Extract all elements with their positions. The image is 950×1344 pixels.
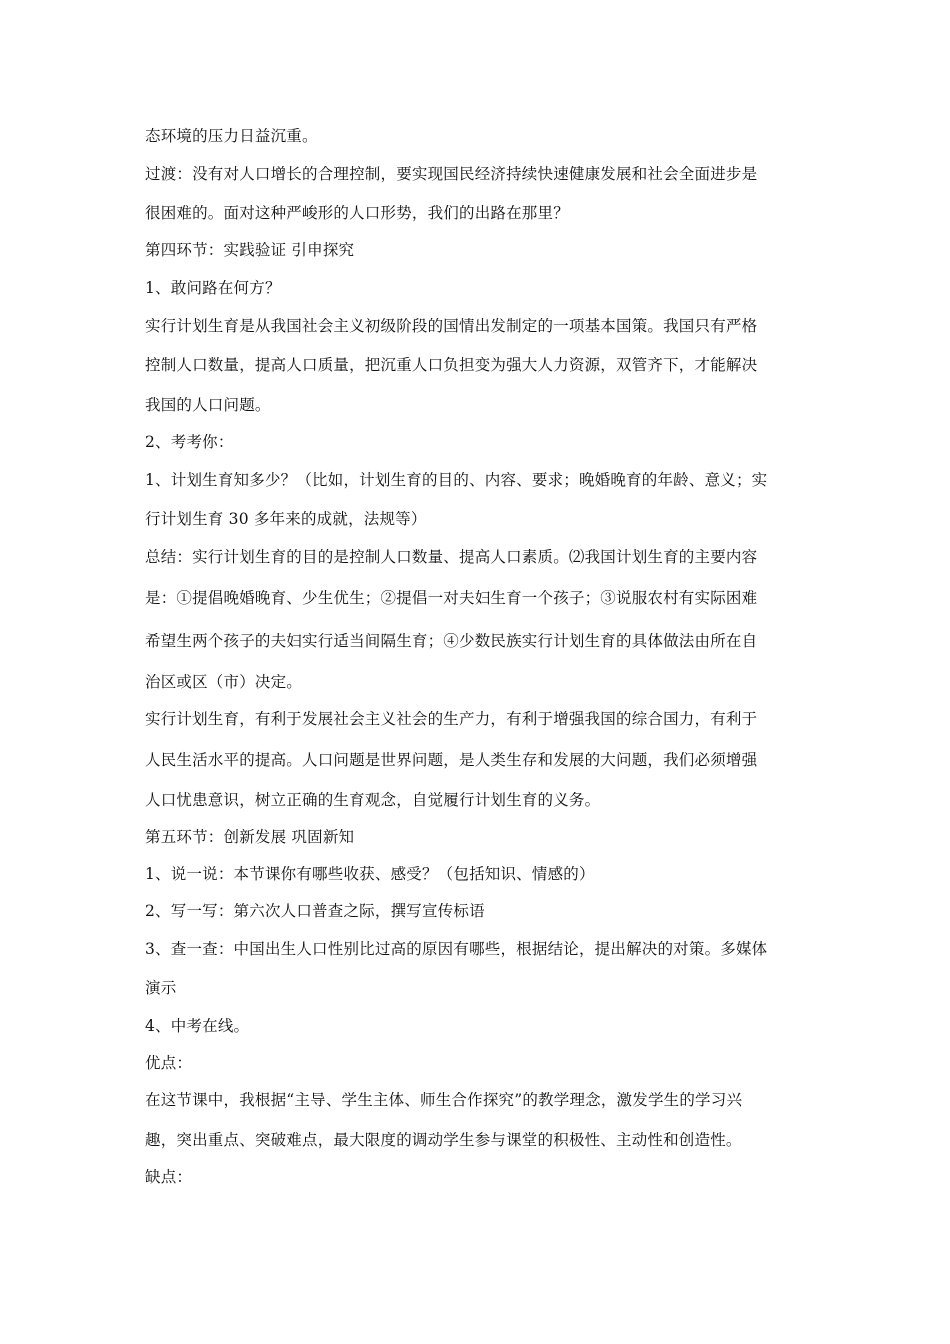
text-line: 很困难的。面对这种严峻形的人口形势，我们的出路在那里？ (145, 204, 569, 222)
text-line: 我国的人口问题。 (145, 396, 271, 414)
text-line: 控制人口数量，提高人口质量，把沉重人口负担变为强大人力资源，双管齐下，才能解决 (145, 356, 758, 374)
text-line: 总结：实行计划生育的目的是控制人口数量、提高人口素质。⑵我国计划生育的主要内容 (145, 548, 758, 566)
text-line: 1、说一说：本节课你有哪些收获、感受？（包括知识、情感的） (145, 865, 595, 883)
text-line: 1、计划生育知多少？（比如，计划生育的目的、内容、要求；晚婚晚育的年龄、意义；实 (145, 471, 768, 489)
text-line: 1、敢问路在何方？ (145, 279, 281, 297)
text-line: 过渡：没有对人口增长的合理控制，要实现国民经济持续快速健康发展和社会全面进步是 (145, 165, 758, 183)
section-heading: 第四环节：实践验证 引申探究 (145, 241, 355, 259)
text-line: 2、写一写：第六次人口普查之际，撰写宣传标语 (145, 902, 485, 920)
text-line: 趣，突出重点、突破难点，最大限度的调动学生参与课堂的积极性、主动性和创造性。 (145, 1131, 742, 1149)
text-line: 2、考考你： (145, 433, 234, 451)
text-line: 行计划生育 30 多年来的成就，法规等） (145, 510, 427, 528)
text-line: 希望生两个孩子的夫妇实行适当间隔生育；④少数民族实行计划生育的具体做法由所在自 (145, 632, 758, 650)
text-line: 优点： (145, 1054, 193, 1072)
text-line: 3、查一查：中国出生人口性别比过高的原因有哪些，根据结论，提出解决的对策。多媒体 (145, 940, 768, 958)
text-line: 是：①提倡晚婚晚育、少生优生；②提倡一对夫妇生育一个孩子；③说服农村有实际困难 (145, 589, 758, 607)
text-line: 缺点： (145, 1168, 193, 1186)
text-line: 演示 (145, 979, 177, 997)
text-line: 在这节课中，我根据“主导、学生主体、师生合作探究”的教学理念，激发学生的学习兴 (145, 1091, 743, 1109)
text-line: 治区或区（市）决定。 (145, 673, 303, 691)
text-line: 人口忧患意识，树立正确的生育观念，自觉履行计划生育的义务。 (145, 791, 601, 809)
text-line: 实行计划生育是从我国社会主义初级阶段的国情出发制定的一项基本国策。我国只有严格 (145, 317, 758, 335)
text-line: 实行计划生育，有利于发展社会主义社会的生产力，有利于增强我国的综合国力，有利于 (145, 710, 758, 728)
text-line: 4、中考在线。 (145, 1017, 250, 1035)
text-line: 态环境的压力日益沉重。 (145, 127, 318, 145)
text-line: 人民生活水平的提高。人口问题是世界问题，是人类生存和发展的大问题，我们必须增强 (145, 751, 758, 769)
section-heading: 第五环节：创新发展 巩固新知 (145, 828, 355, 846)
